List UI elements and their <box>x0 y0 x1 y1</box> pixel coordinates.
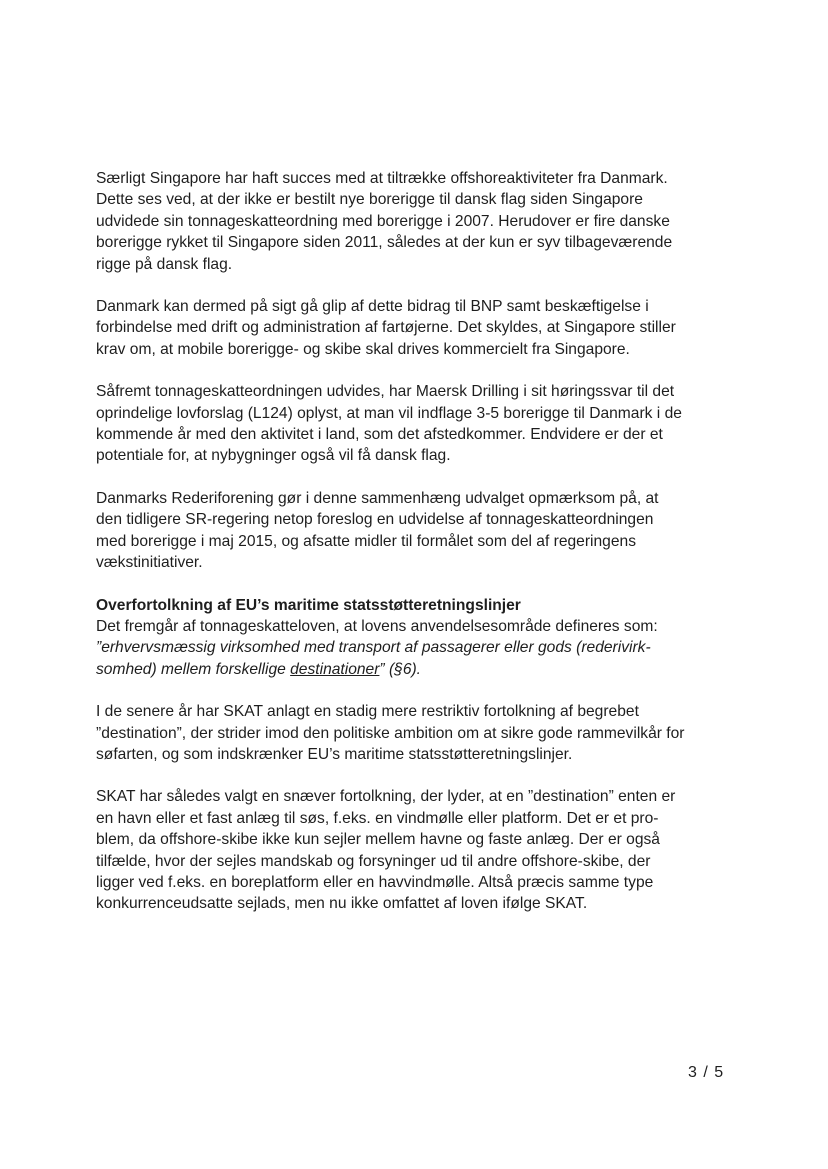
text-line: med borerigge i maj 2015, og afsatte midler til formålet som del af regeringens <box>96 532 636 550</box>
law-quote-text: somhed) mellem forskellige <box>96 660 291 678</box>
section-intro: Det fremgår af tonnageskatteloven, at lovens anvendelsesområde defineres som: <box>96 617 658 635</box>
text-line: blem, da offshore-skibe ikke kun sejler mellem havne og faste anlæg. Der er også <box>96 831 660 849</box>
text-line: Danmark kan dermed på sigt gå glip af dette bidrag til BNP samt beskæftigelse i <box>96 298 649 316</box>
text-line: borerigge rykket til Singapore siden 2011, således at der kun er syv tilbageværende <box>96 234 673 252</box>
paragraph-skat-restriktiv <box>96 701 728 765</box>
text-line: Dette ses ved, at der ikke er bestilt nye borerigge til dansk flag siden Singapore <box>96 191 643 209</box>
text-line: kommende år med den aktivitet i land, som det afstedkommer. Endvidere er der et <box>96 426 663 444</box>
text-line: Såfremt tonnageskatteordningen udvides, har Maersk Drilling i sit høringssvar til det <box>96 383 675 401</box>
section-overfortolkning <box>96 595 728 681</box>
text-line: potentiale for, at nybygninger også vil få dansk flag. <box>96 447 451 465</box>
paragraph-rederiforening <box>96 488 728 574</box>
text-line: konkurrenceudsatte sejlads, men nu ikke omfattet af loven ifølge SKAT. <box>96 895 588 913</box>
text-line: udvidede sin tonnageskatteordning med borerigge i 2007. Herudover er fire danske <box>96 212 670 230</box>
document-body <box>96 168 728 936</box>
text-line: ”destination”, der strider imod den politiske ambition om at sikre gode rammevilkår for <box>96 724 685 742</box>
text-line: oprindelige lovforslag (L124) oplyst, at man vil indflage 3-5 borerigge til Danmark i de <box>96 404 682 422</box>
text-line: krav om, at mobile borerigge- og skibe skal drives kommercielt fra Singapore. <box>96 340 630 358</box>
text-line: SKAT har således valgt en snæver fortolkning, der lyder, at en ”destination” enten er <box>96 788 676 806</box>
text-line: tilfælde, hvor der sejles mandskab og forsyninger ud til andre offshore-skibe, der <box>96 852 651 870</box>
law-quote-line <box>96 659 728 680</box>
text-line: søfarten, og som indskrænker EU’s maritime statsstøtteretningslinjer. <box>96 745 573 763</box>
text-line: rigge på dansk flag. <box>96 255 233 273</box>
text-line: ligger ved f.eks. en boreplatform eller en havvindmølle. Altså præcis samme type <box>96 873 654 891</box>
text-line: den tidligere SR-regering netop foreslog en udvidelse af tonnageskatteordningen <box>96 511 654 529</box>
text-line: Danmarks Rederiforening gør i denne sammenhæng udvalget opmærksom på, at <box>96 489 659 507</box>
paragraph-maersk <box>96 381 728 467</box>
text-line: forbindelse med drift og administration af fartøjerne. Det skyldes, at Singapore stiller <box>96 319 676 337</box>
law-quote-line: ”erhvervsmæssig virksomhed med transport af passagerer eller gods (rederivirk- <box>96 639 651 657</box>
law-quote-text: ” (§6). <box>379 660 422 678</box>
page-number: 3 / 5 <box>688 1064 725 1081</box>
text-line: I de senere år har SKAT anlagt en stadig mere restriktiv fortolkning af begrebet <box>96 703 639 721</box>
text-line: en havn eller et fast anlæg til søs, f.eks. en vindmølle eller platform. Det er et pro- <box>96 809 659 827</box>
underlined-term: destinationer <box>290 660 380 678</box>
text-line: vækstinitiativer. <box>96 554 203 572</box>
paragraph-bnp <box>96 296 728 360</box>
paragraph-skat-snaever <box>96 786 728 914</box>
section-heading: Overfortolkning af EU’s maritime statsstøtteretningslinjer <box>96 596 521 614</box>
paragraph-singapore <box>96 168 728 275</box>
text-line: Særligt Singapore har haft succes med at tiltrække offshoreaktiviteter fra Danmark. <box>96 170 668 187</box>
